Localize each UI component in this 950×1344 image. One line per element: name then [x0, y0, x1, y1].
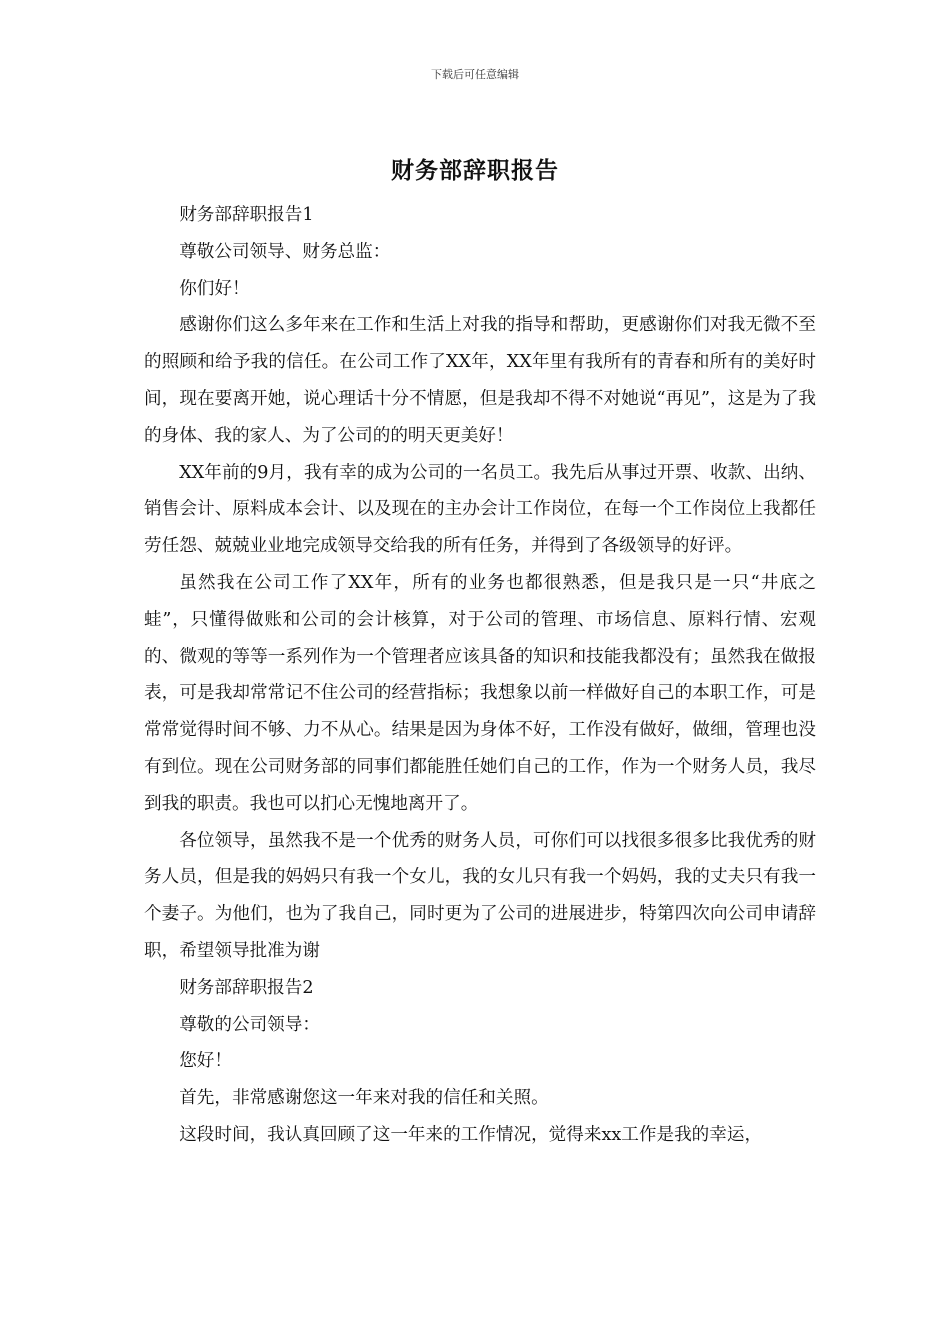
greeting-1: 你们好！ — [179, 278, 250, 299]
greeting-2: 您好！ — [179, 1051, 232, 1072]
salutation-1: 尊敬公司领导、财务总监： — [179, 241, 391, 262]
paragraph-reasons: 虽然我在公司工作了XX年，所有的业务也都很熟悉，但是我只是一只“井底之蛙”，只懂得做账和公司的会计核算，对于公司的管理、市场信息、原料行情、宏观的、微观的等等一系列作为一个管理者应该具备的知识和技能我都没有；虽然我在做报表，可是我却常常记不住公司的经营指标；我想象以前一样做好自己的本职工作，可是常常觉得时间不够、力不从心。结果是因为身体不好，工作没有做好，做细，管理也没有到位。现在公司财务部的同事们都能胜任她们自己的工作，作为一个财务人员，我尽到我的职责。我也可以扪心无愧地离开了。 — [144, 572, 816, 814]
salutation-2: 尊敬的公司领导： — [179, 1014, 320, 1035]
paragraph-history: XX年前的9月，我有幸的成为公司的一名员工。我先后从事过开票、收款、出纳、销售会计、原料成本会计、以及现在的主办会计工作岗位，在每一个工作岗位上我都任劳任怨、兢兢业业地完成领导交给我的所有任务，并得到了各级领导的好评。 — [144, 462, 816, 557]
report-1-heading: 财务部辞职报告1 — [179, 205, 314, 225]
document-body — [144, 197, 816, 1154]
header-note: 下载后可任意编辑 — [431, 68, 519, 81]
paragraph-thanks: 首先，非常感谢您这一年来对我的信任和关照。 — [179, 1088, 549, 1109]
document-title: 财务部辞职报告 — [391, 158, 559, 184]
paragraph-review: 这段时间，我认真回顾了这一年来的工作情况，觉得来xx工作是我的幸运， — [179, 1124, 763, 1145]
report-2-heading: 财务部辞职报告2 — [179, 977, 314, 998]
paragraph-request: 各位领导，虽然我不是一个优秀的财务人员，可你们可以找很多很多比我优秀的财务人员，但是我的妈妈只有我一个女儿，我的女儿只有我一个妈妈，我的丈夫只有我一个妻子。为他们，也为了我自己，同时更为了公司的进展进步，特第四次向公司申请辞职，希望领导批准为谢 — [144, 830, 816, 961]
paragraph-gratitude: 感谢你们这么多年来在工作和生活上对我的指导和帮助，更感谢你们对我无微不至的照顾和给予我的信任。在公司工作了XX年，XX年里有我所有的青春和所有的美好时间，现在要离开她，说心理话十分不情愿，但是我却不得不对她说“再见”，这是为了我的身体、我的家人、为了公司的的明天更美好！ — [144, 315, 816, 446]
